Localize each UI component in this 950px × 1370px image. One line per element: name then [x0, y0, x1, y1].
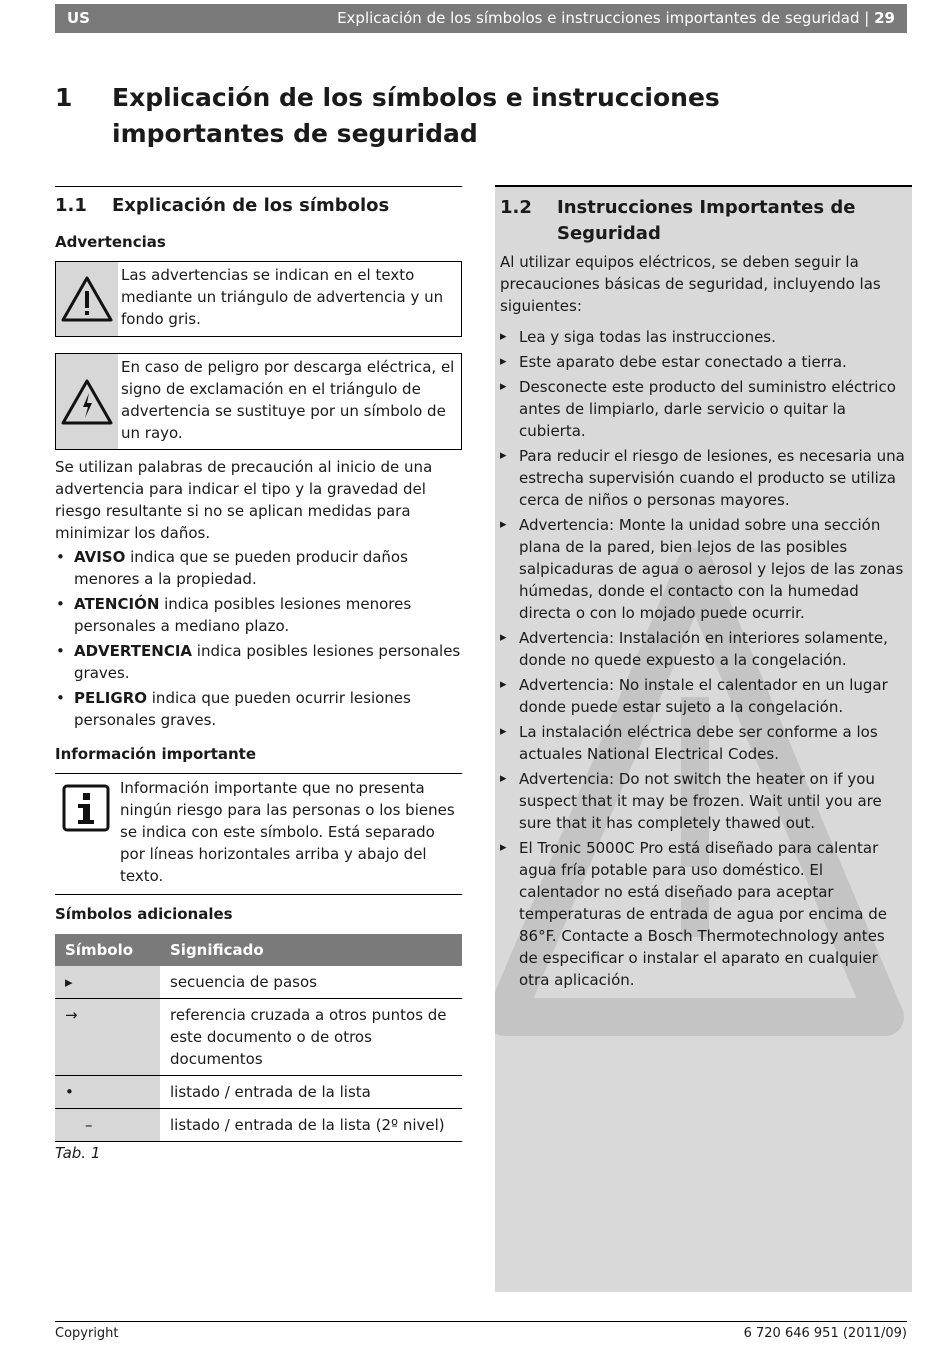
list-item: ▸ Advertencia: Monte la unidad sobre una sección plana de la pared, bien lejos de las posibles salpicaduras de agua o aerosol y lejos de las zonas húmedas, donde el contacto con la humedad directa o con lo mojado puede ocurrir.	[500, 514, 907, 624]
warning-box-electrical	[55, 353, 462, 450]
table-row	[55, 1076, 462, 1109]
symbols-table	[55, 934, 462, 1142]
signal-word: AVISO	[74, 548, 126, 566]
left-column	[55, 186, 462, 1162]
chapter-title: Explicación de los símbolos e instrucciones importantes de seguridad	[112, 83, 720, 148]
chapter-number: 1	[55, 83, 73, 112]
table-caption: Tab. 1	[55, 1144, 101, 1162]
warning-box-general	[55, 261, 462, 337]
signal-word-text: indica posibles lesiones personales graves.	[74, 642, 461, 682]
meaning-cell: secuencia de pasos	[160, 966, 462, 999]
page-footer	[55, 1321, 907, 1341]
lightning-warning-icon	[56, 354, 118, 449]
signal-word-text: indica que pueden ocurrir lesiones personales graves.	[74, 689, 411, 729]
list-item: ▸ Desconecte este producto del suministro eléctrico antes de limpiarlo, darle servicio o quitar la cubierta.	[500, 376, 907, 442]
list-item: ▸ Advertencia: Instalación en interiores solamente, donde no quede expuesto a la congelación.	[500, 627, 907, 671]
list-item	[55, 640, 462, 684]
info-box-text: Información importante que no presenta ningún riesgo para las personas o los bienes se indica con este símbolo. Está separado por líneas horizontales arriba y abajo del texto.	[120, 779, 455, 885]
signal-word-text: indica que se pueden producir daños menores a la propiedad.	[74, 548, 408, 588]
warning-box-text: En caso de peligro por descarga eléctrica, el signo de exclamación en el triángulo de advertencia se sustituye por un símbolo de un rayo.	[121, 358, 455, 442]
document-number: 6 720 646 951 (2011/09)	[743, 1326, 907, 1341]
list-item	[55, 546, 462, 590]
section-number: 1.2	[500, 197, 532, 218]
warning-triangle-icon	[56, 262, 118, 336]
info-box	[55, 773, 462, 895]
list-item: ▸ Advertencia: Do not switch the heater on if you suspect that it may be frozen. Wait until you are sure that it has completely thawed out.	[500, 768, 907, 834]
section-title: Instrucciones Importantes de Seguridad	[557, 197, 856, 244]
signal-word: ADVERTENCIA	[74, 642, 193, 660]
section-title: Explicación de los símbolos	[112, 195, 390, 216]
list-item: ▸ Lea y siga todas las instrucciones.	[500, 326, 907, 348]
table-row	[55, 966, 462, 999]
page-number: 29	[874, 9, 895, 27]
section-number: 1.1	[55, 195, 87, 216]
list-item: ▸ Este aparato debe estar conectado a tierra.	[500, 351, 907, 373]
section-1-2-heading	[500, 195, 907, 247]
meaning-cell: listado / entrada de la lista	[160, 1076, 462, 1109]
section-rule	[55, 186, 462, 187]
symbol-cell: –	[55, 1109, 160, 1142]
symbol-cell: •	[55, 1076, 160, 1109]
safety-instructions-panel	[495, 185, 912, 1292]
symbol-cell: →	[55, 999, 160, 1076]
meaning-cell: listado / entrada de la lista (2º nivel)	[160, 1109, 462, 1142]
info-icon	[55, 777, 117, 887]
safety-content	[500, 195, 907, 994]
copyright-label: Copyright	[55, 1326, 119, 1341]
table-header-row	[55, 934, 462, 966]
header-title-block	[337, 9, 895, 27]
list-item: ▸ El Tronic 5000C Pro está diseñado para calentar agua fría potable para uso doméstico. El calentador no está diseñado para aceptar temperaturas de entrada de agua por encima de 86°F. Contacte a Bosch Thermotechnology antes de especificar o instalar el aparato en cualquier otra aplicación.	[500, 837, 907, 991]
warnings-heading: Advertencias	[55, 233, 166, 251]
symbol-cell: ▸	[55, 966, 160, 999]
region-label: US	[67, 9, 90, 27]
list-item	[55, 687, 462, 731]
header-title: Explicación de los símbolos e instrucciones importantes de seguridad	[337, 9, 860, 27]
list-item	[55, 593, 462, 637]
section-1-1-heading	[55, 193, 462, 219]
additional-symbols-heading: Símbolos adicionales	[55, 905, 233, 923]
list-item: ▸ Advertencia: No instale el calentador en un lugar donde puede estar sujeto a la congelación.	[500, 674, 907, 718]
table-row	[55, 1109, 462, 1142]
running-header	[55, 4, 907, 33]
info-heading: Información importante	[55, 745, 257, 763]
signal-word: PELIGRO	[74, 689, 147, 707]
list-item: ▸ Para reducir el riesgo de lesiones, es necesaria una estrecha supervisión cuando el producto se utiliza cerca de niños o personas mayores.	[500, 445, 907, 511]
meaning-cell: referencia cruzada a otros puntos de este documento o de otros documentos	[160, 999, 462, 1076]
signal-word: ATENCIÓN	[74, 595, 160, 613]
signal-words-intro: Se utilizan palabras de precaución al inicio de una advertencia para indicar el tipo y la gravedad del riesgo resultante si no se aplican medidas para minimizar los daños.	[55, 458, 433, 542]
column-header-symbol: Símbolo	[55, 934, 160, 966]
header-separator: |	[859, 9, 875, 27]
column-header-meaning: Significado	[160, 934, 462, 966]
list-item: ▸ La instalación eléctrica debe ser conforme a los actuales National Electrical Codes.	[500, 721, 907, 765]
table-row	[55, 999, 462, 1076]
warning-box-text: Las advertencias se indican en el texto mediante un triángulo de advertencia y un fondo gris.	[121, 266, 444, 328]
safety-list	[500, 326, 907, 991]
signal-word-text: indica posibles lesiones menores personales a mediano plazo.	[74, 595, 412, 635]
safety-intro: Al utilizar equipos eléctricos, se deben seguir la precauciones básicas de seguridad, incluyendo las siguientes:	[500, 253, 881, 315]
signal-words-list	[55, 546, 462, 731]
